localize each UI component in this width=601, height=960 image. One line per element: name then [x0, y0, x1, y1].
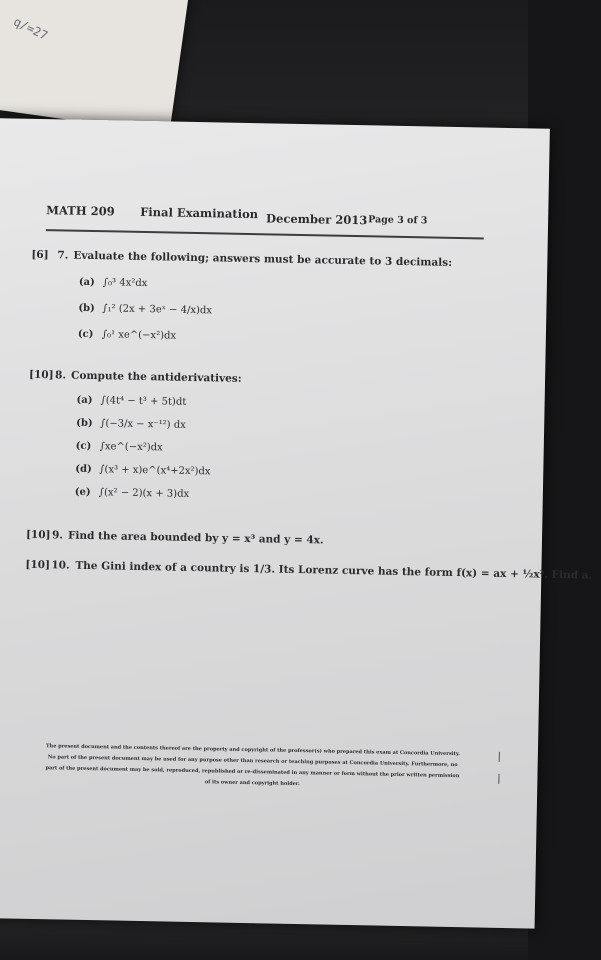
q8-part-c — [76, 441, 163, 454]
part-expression: ∫xe^(−x²)dx — [99, 441, 163, 454]
q7-number: 7. — [57, 249, 69, 262]
copyright-line: No part of the present document may be used for any purpose other than research or teaching purposes at Concordia University. Furthermore, no — [47, 754, 458, 769]
course-code: MATH 209 — [46, 203, 115, 219]
q8-points: [10] — [28, 368, 54, 382]
q7-text: Evaluate the following; answers must be accurate to 3 decimals: — [73, 249, 453, 269]
part-label: (c) — [77, 328, 94, 341]
part-label: (d) — [75, 463, 92, 476]
exam-sheet — [0, 118, 593, 929]
q9-number: 9. — [51, 529, 64, 542]
copyright-line: The present document and the contents thereof are the property and copyright of the professor(s) who prepared this exam at Concordia University. — [45, 743, 461, 758]
margin-mark — [498, 774, 499, 784]
part-label: (b) — [76, 417, 93, 430]
part-expression: ∫(4t⁴ − t³ + 5t)dt — [100, 395, 187, 408]
part-expression: ∫₀¹ xe^(−x²)dx — [101, 329, 177, 342]
q9-points: [10] — [25, 528, 51, 542]
part-label: (a) — [76, 394, 93, 407]
q8-text: Compute the antiderivatives: — [70, 369, 242, 385]
header-rule — [46, 229, 484, 239]
q8-part-a — [76, 395, 186, 408]
copyright-notice — [37, 741, 468, 793]
q8-number: 8. — [54, 369, 67, 382]
q10-points: [10] — [25, 558, 51, 572]
exam-title: Final Examination — [140, 204, 259, 222]
q7-part-c — [78, 329, 176, 342]
q9-text: Find the area bounded by y = x³ and y = 4x. — [67, 529, 324, 547]
part-label: (c) — [75, 440, 92, 453]
copyright-line: part of the present document may be sold, reproduced, republished or re-disseminated in any manner or form without the prior written permission — [45, 765, 460, 780]
part-expression: ∫(−3/x − x⁻¹²) dx — [100, 418, 186, 431]
part-expression: ∫₁² (2x + 3eˣ − 4/x)dx — [102, 303, 213, 317]
notebook-scribble: q/=27 — [11, 14, 50, 43]
margin-mark — [499, 752, 500, 762]
q10-text: The Gini index of a country is 1/3. Its Lorenz curve has the form f(x) = ax + ½x². Find a. — [75, 559, 593, 582]
part-expression: ∫(x² − 2)(x + 3)dx — [98, 487, 190, 500]
q10-number: 10. — [51, 559, 70, 572]
copyright-line: of its owner and copyright holder. — [204, 779, 300, 788]
background-notebook — [0, 0, 189, 134]
exam-date: December 2013 — [265, 211, 368, 228]
q7-part-b — [78, 303, 212, 317]
part-expression: ∫(x³ + x)e^(x⁴+2x²)dx — [99, 464, 211, 478]
part-expression: ∫₀³ 4x²dx — [102, 277, 148, 290]
part-label: (a) — [78, 276, 95, 289]
q7-part-a — [79, 277, 148, 289]
part-label: (e) — [74, 486, 91, 499]
exam-paper — [0, 118, 593, 929]
q8-part-d — [75, 464, 210, 478]
q8-part-b — [76, 418, 186, 431]
part-label: (b) — [78, 302, 95, 315]
q7-points: [6] — [31, 248, 49, 262]
q8-part-e — [75, 487, 190, 500]
page-number: Page 3 of 3 — [368, 214, 428, 227]
